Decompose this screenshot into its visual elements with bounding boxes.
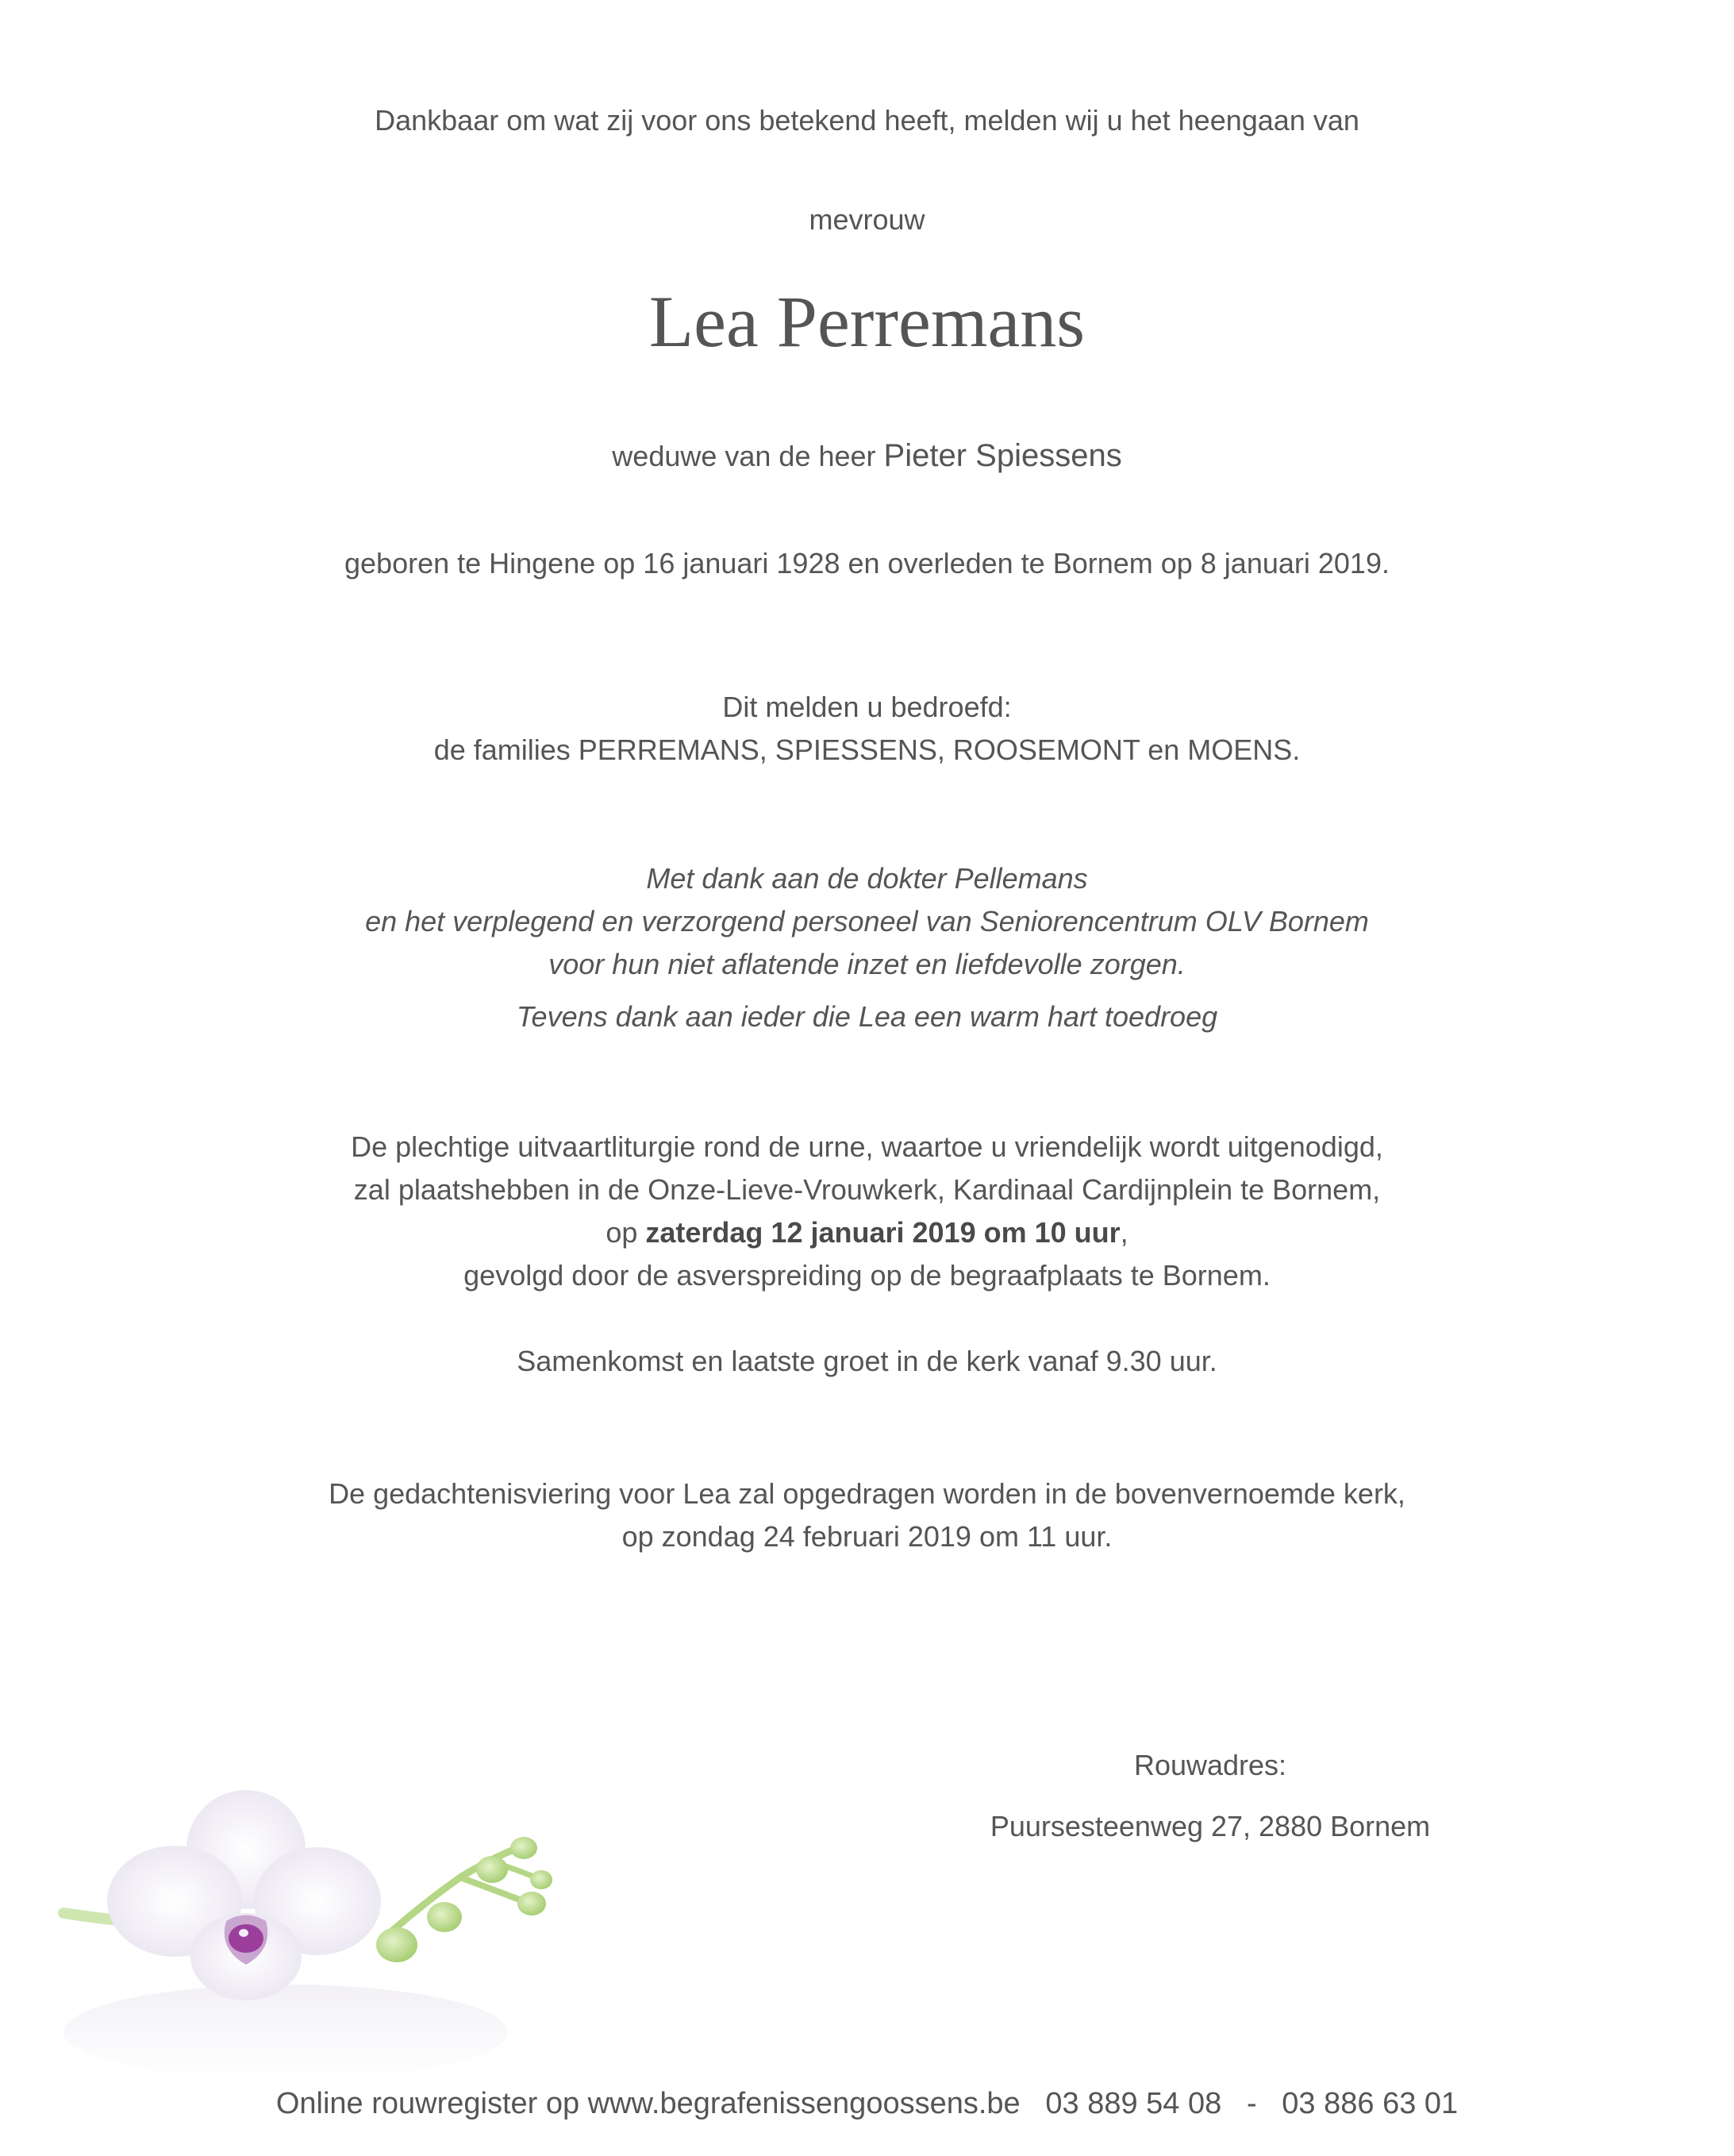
memorial-line-1: De gedachtenisviering voor Lea zal opgedragen worden in de bovenvernoemde kerk, <box>329 1477 1405 1510</box>
intro-text: Dankbaar om wat zij voor ons betekend heeft, melden wij u het heengaan van <box>375 104 1359 137</box>
phone-number-2: 03 886 63 01 <box>1282 2087 1459 2120</box>
memorial-line-2: op zondag 24 februari 2019 om 11 uur. <box>621 1520 1113 1553</box>
widow-line <box>0 434 1734 478</box>
funeral-line-1: De plechtige uitvaartliturgie rond de urne, waartoe u vriendelijk wordt uitgenodigd, <box>351 1130 1383 1163</box>
thanks-line-3: voor hun niet aflatende inzet en liefdevolle zorgen. <box>548 948 1186 980</box>
phone-separator: - <box>1246 2087 1257 2120</box>
widow-prefix: weduwe van de heer <box>612 440 876 472</box>
deceased-name: Lea Perremans <box>648 281 1086 362</box>
announce-line-1: Dit melden u bedroefd: <box>722 691 1012 723</box>
funeral-date-prefix: op <box>606 1216 646 1249</box>
funeral-date-suffix: , <box>1120 1216 1128 1249</box>
birth-death-text: geboren te Hingene op 16 januari 1928 en overleden te Bornem op 8 januari 2019. <box>344 547 1390 579</box>
gathering-text: Samenkomst en laatste groet in de kerk vanaf 9.30 uur. <box>517 1345 1217 1377</box>
thanks-line-1: Met dank aan de dokter Pellemans <box>646 862 1088 895</box>
address-label: Rouwadres: <box>1133 1749 1287 1781</box>
funeral-date: zaterdag 12 januari 2019 om 10 uur <box>645 1216 1121 1249</box>
widow-name: Pieter Spiessens <box>883 438 1122 473</box>
thanks-line-2: en het verplegend en verzorgend personeel van Seniorencentrum OLV Bornem <box>365 905 1369 937</box>
funeral-line-2: zal plaatshebben in de Onze-Lieve-Vrouwkerk, Kardinaal Cardijnplein te Bornem, <box>353 1173 1381 1206</box>
footer <box>0 2081 1734 2126</box>
online-register-text[interactable]: Online rouwregister op www.begrafenissengoossens.be <box>275 2087 1021 2120</box>
funeral-line-3 <box>0 1211 1734 1254</box>
funeral-line-4: gevolgd door de asverspreiding op de begraafplaats te Bornem. <box>463 1259 1271 1292</box>
announce-line-2: de families PERREMANS, SPIESSENS, ROOSEMONT en MOENS. <box>433 733 1301 766</box>
phone-number-1: 03 889 54 08 <box>1045 2087 1222 2120</box>
address-value: Puursesteenweg 27, 2880 Bornem <box>990 1810 1431 1842</box>
orchid-illustration <box>48 1770 619 2104</box>
thanks-line-4: Tevens dank aan ieder die Lea een warm hart toedroeg <box>516 1000 1218 1033</box>
title-prefix: mevrouw <box>809 203 925 236</box>
